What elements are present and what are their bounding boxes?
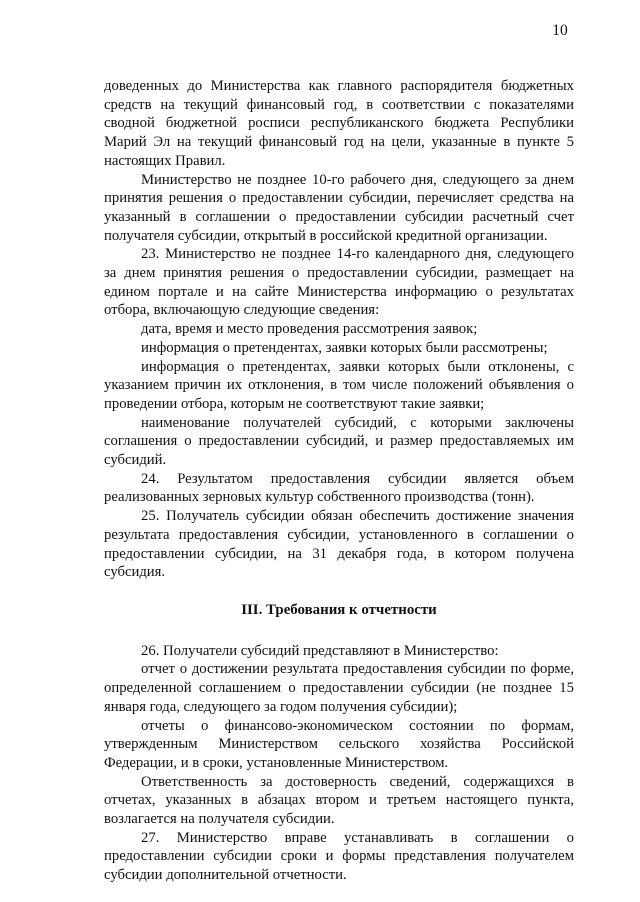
- paragraph: доведенных до Министерства как главного распорядителя бюджетных средств на текущий финансовый год, в соответствии с показателями сводной бюджетной росписи республиканского бюджета Республики Марий Эл на текущий финансовый год на цели, указанные в пункте 5 настоящих Правил.: [104, 78, 574, 169]
- paragraphs-before-heading: [104, 77, 574, 582]
- paragraph: 25. Получатель субсидии обязан обеспечить достижение значения результата предоставления субсидии, установленного в соглашении о предоставлении субсидии, на 31 декабря года, в котором получена субсидия.: [104, 508, 574, 581]
- paragraph: 24. Результатом предоставления субсидии является объем реализованных зерновых культур собственного производства (тонн).: [104, 470, 574, 506]
- paragraph: Министерство не позднее 10-го рабочего дня, следующего за днем принятия решения о предоставлении субсидии, перечисляет средства на указанный в соглашении о предоставлении субсидии расчетный счет получателя субсидии, открытый в российской кредитной организации.: [104, 171, 574, 244]
- page-number: 10: [552, 22, 568, 39]
- section-heading: III. Требования к отчетности: [241, 601, 437, 618]
- paragraph: наименование получателей субсидий, с которыми заключены соглашения о предоставлении субсидий, и размер предоставляемых им субсидий.: [104, 414, 574, 469]
- paragraph: Ответственность за достоверность сведений, содержащихся в отчетах, указанных в абзацах втором и третьем настоящего пункта, возлагается на получателя субсидии.: [104, 773, 574, 828]
- paragraph: 27. Министерство вправе устанавливать в соглашении о предоставлении субсидии сроки и формы представления получателем субсидии дополнительной отчетности.: [104, 829, 574, 884]
- paragraph: 23. Министерство не позднее 14-го календарного дня, следующего за днем принятия решения о предоставлении субсидии, размещает на едином портале и на сайте Министерства информацию о результатах отбора, включающую следующие сведения:: [104, 246, 574, 319]
- document-body: [104, 77, 574, 885]
- paragraphs-after-heading: [104, 642, 574, 885]
- paragraph: дата, время и место проведения рассмотрения заявок;: [141, 321, 478, 338]
- paragraph: информация о претендентах, заявки которых были отклонены, с указанием причин их отклонения, в том числе положений объявления о проведении отбора, которым не соответствуют такие заявки;: [104, 358, 574, 412]
- paragraph: 26. Получатели субсидий представляют в Министерство:: [141, 642, 499, 659]
- paragraph: отчет о достижении результата предоставления субсидии по форме, определенной соглашением о предоставлении субсидии (не позднее 15 января года, следующего за годом получения субсидии);: [104, 661, 574, 715]
- paragraph: отчеты о финансово-экономическом состоянии по формам, утвержденным Министерством сельского хозяйства Российской Федерации, и в сроки, установленные Министерством.: [104, 717, 574, 771]
- paragraph: информация о претендентах, заявки которых были рассмотрены;: [141, 339, 548, 356]
